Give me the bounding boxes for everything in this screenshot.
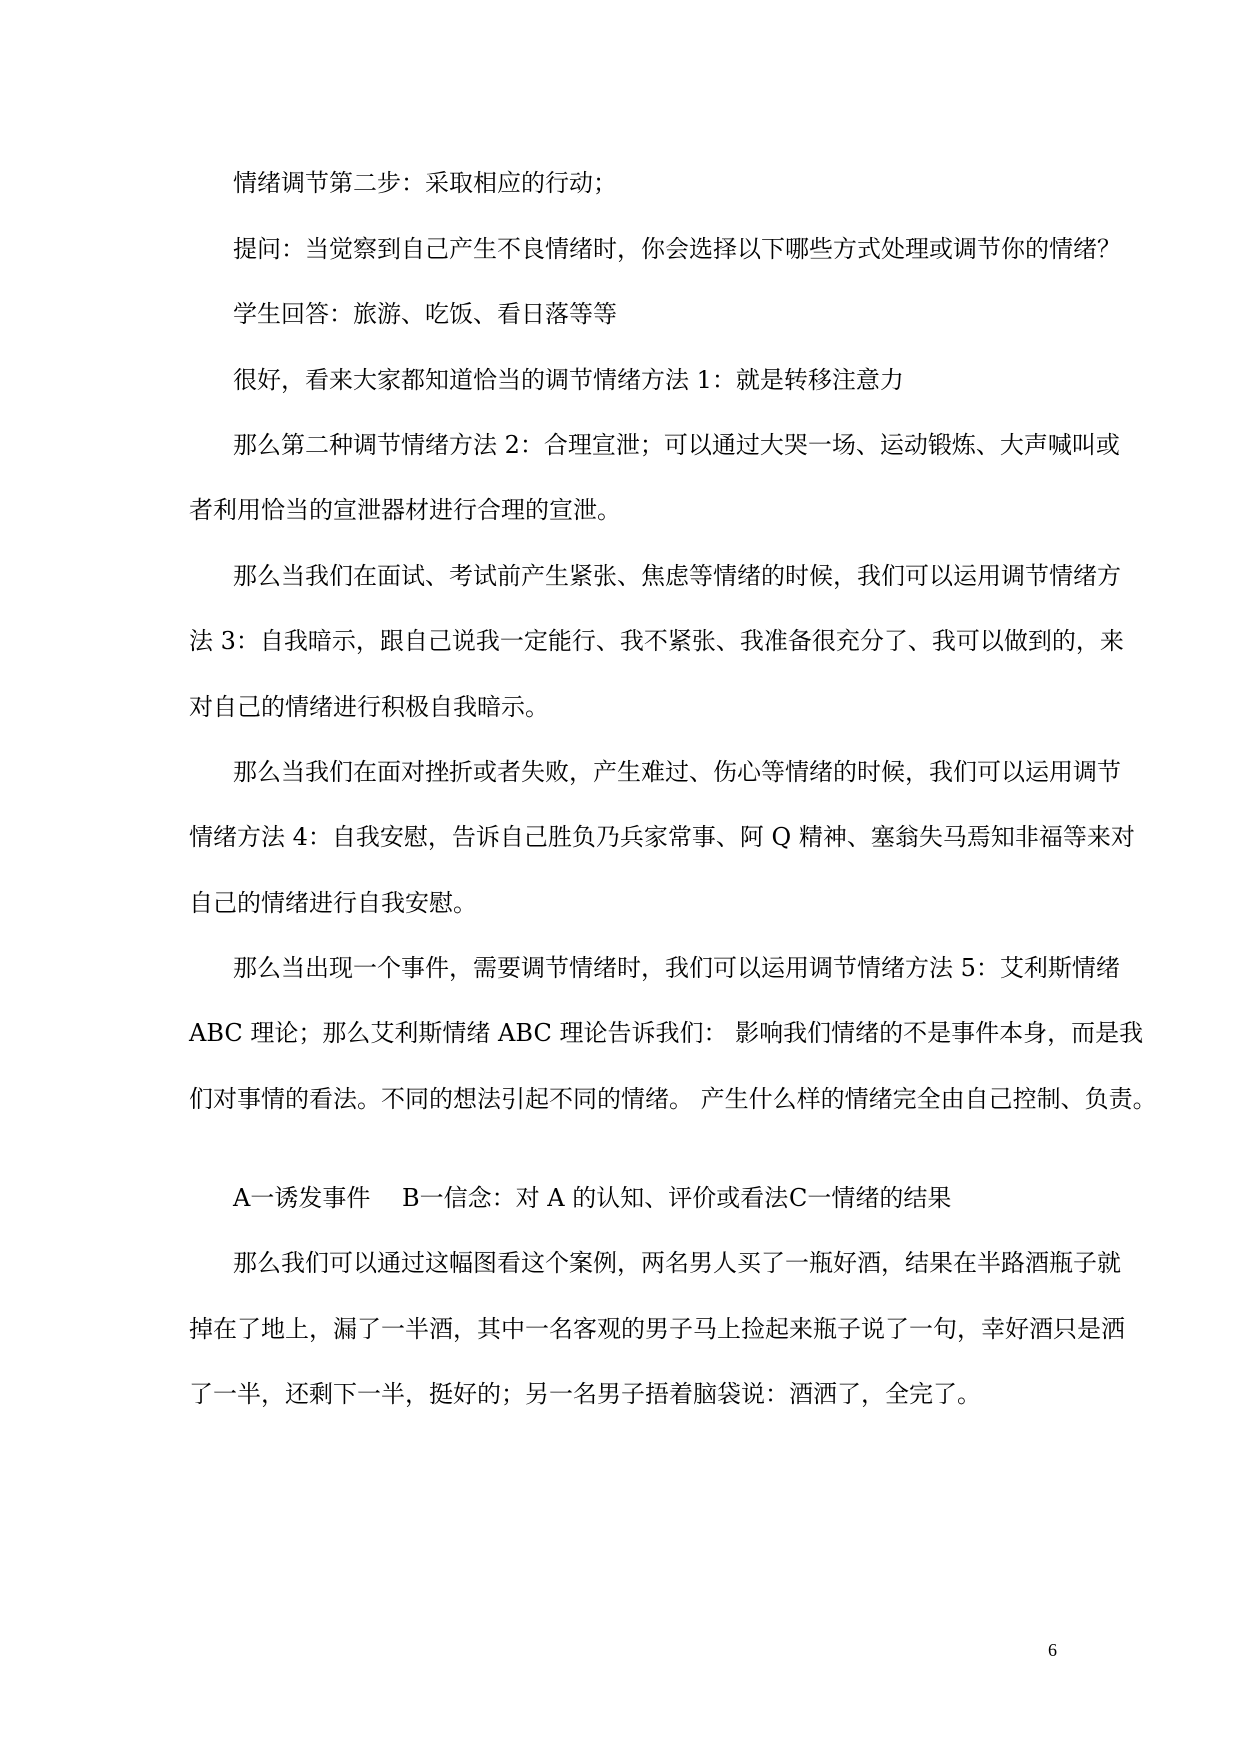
paragraph-line: 了一半，还剩下一半，挺好的；另一名男子捂着脑袋说：酒洒了，全完了。 [189,1380,981,1408]
paragraph-line: 情绪方法 4：自我安慰，告诉自己胜负乃兵家常事、阿 Q 精神、塞翁失马焉知非福等来对 [189,823,1135,851]
paragraph-line: 提问：当觉察到自己产生不良情绪时，你会选择以下哪些方式处理或调节你的情绪？ [233,235,1121,263]
paragraph-line: 那么当我们在面对挫折或者失败，产生难过、伤心等情绪的时候，我们可以运用调节 [233,758,1121,786]
paragraph-line: 那么当我们在面试、考试前产生紧张、焦虑等情绪的时候，我们可以运用调节情绪方 [233,562,1121,590]
paragraph-line: 很好，看来大家都知道恰当的调节情绪方法 1：就是转移注意力 [233,366,904,394]
page-number: 6 [1048,1640,1057,1660]
paragraph-line: 那么第二种调节情绪方法 2：合理宣泄；可以通过大哭一场、运动锻炼、大声喊叫或 [233,431,1120,459]
paragraph-line: 自己的情绪进行自我安慰。 [189,889,477,917]
paragraph-line: 情绪调节第二步：采取相应的行动； [233,169,617,197]
paragraph-line: 那么我们可以通过这幅图看这个案例，两名男人买了一瓶好酒，结果在半路酒瓶子就 [233,1249,1121,1277]
paragraph-line: 掉在了地上，漏了一半酒，其中一名客观的男子马上捡起来瓶子说了一句，幸好酒只是洒 [189,1315,1125,1343]
paragraph-line: 们对事情的看法。不同的想法引起不同的情绪。 产生什么样的情绪完全由自己控制、负责。 [189,1085,1157,1113]
paragraph-line: 学生回答：旅游、吃饭、看日落等等 [233,300,617,328]
paragraph-line: ABC 理论；那么艾利斯情绪 ABC 理论告诉我们： 影响我们情绪的不是事件本身，而是我 [189,1019,1144,1047]
paragraph-line: 对自己的情绪进行积极自我暗示。 [189,693,549,721]
paragraph-line: 者利用恰当的宣泄器材进行合理的宣泄。 [189,496,621,524]
paragraph-line: 那么当出现一个事件，需要调节情绪时，我们可以运用调节情绪方法 5：艾利斯情绪 [233,954,1120,982]
abc-item-a: A一诱发事件 [233,1184,371,1212]
paragraph-line: 法 3：自我暗示，跟自己说我一定能行、我不紧张、我准备很充分了、我可以做到的，来 [189,627,1124,655]
abc-item-c: C一情绪的结果 [789,1184,952,1212]
abc-item-b: B一信念：对 A 的认知、评价或看法 [402,1184,789,1212]
